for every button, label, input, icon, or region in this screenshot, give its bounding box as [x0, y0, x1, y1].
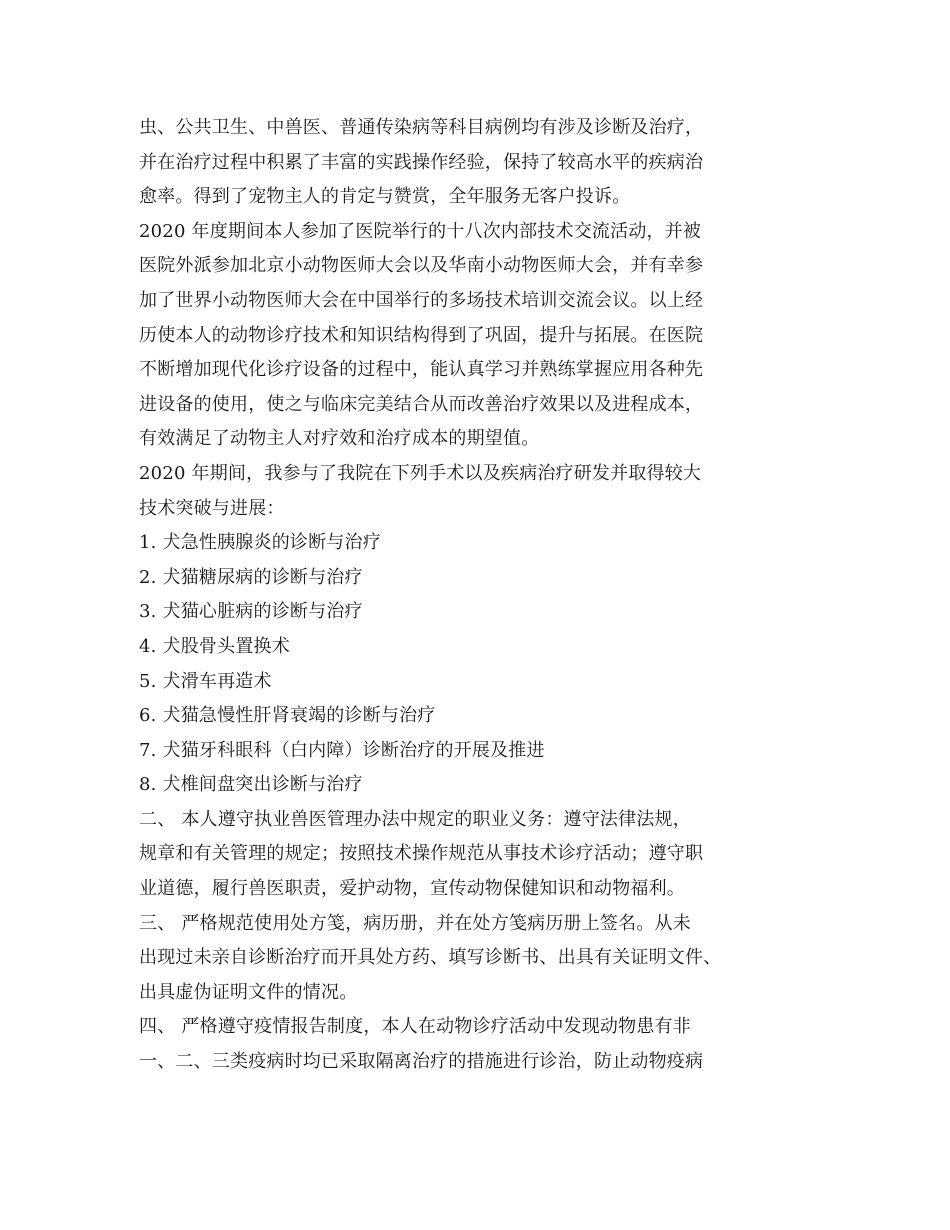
text-line: 出具虚伪证明文件的情况。 [139, 981, 358, 1003]
text-line: 三、 严格规范使用处方笺，病历册，并在处方笺病历册上签名。从未 [139, 912, 691, 934]
text-line: 规章和有关管理的规定；按照技术操作规范从事技术诊疗活动；遵守职 [139, 843, 704, 865]
document-body [139, 111, 819, 1080]
list-item: 2. 犬猫糖尿病的诊断与治疗 [139, 566, 363, 588]
section-two [139, 803, 819, 907]
list-item: 6. 犬猫急慢性肝肾衰竭的诊断与治疗 [139, 705, 436, 727]
text-line: 不断增加现代化诊疗设备的过程中，能认真学习并熟练掌握应用各种先 [139, 359, 704, 381]
text-line: 并在治疗过程中积累了丰富的实践操作经验，保持了较高水平的疾病治 [139, 151, 704, 173]
numbered-list [139, 526, 819, 803]
list-item: 5. 犬滑车再造术 [139, 670, 272, 692]
paragraph-case-experience [139, 111, 819, 215]
text-line: 加了世界小动物医师大会在中国举行的多场技术培训交流会议。以上经 [139, 289, 704, 311]
paragraph-research-intro [139, 457, 819, 526]
paragraph-training [139, 215, 819, 457]
text-line: 2020 年期间，我参与了我院在下列手术以及疾病治疗研发并取得较大 [139, 462, 702, 484]
text-line: 业道德，履行兽医职责，爱护动物，宣传动物保健知识和动物福利。 [139, 878, 685, 900]
text-line: 愈率。得到了宠物主人的肯定与赞赏，全年服务无客户投诉。 [139, 186, 631, 208]
list-item: 1. 犬急性胰腺炎的诊断与治疗 [139, 532, 381, 554]
list-item: 8. 犬椎间盘突出诊断与治疗 [139, 774, 363, 796]
text-line: 二、 本人遵守执业兽医管理办法中规定的职业义务：遵守法律法规， [139, 808, 691, 830]
list-item: 4. 犬股骨头置换术 [139, 635, 290, 657]
text-line: 2020 年度期间本人参加了医院举行的十八次内部技术交流活动，并被 [139, 220, 702, 242]
text-line: 四、 严格遵守疫情报告制度，本人在动物诊疗活动中发现动物患有非 [139, 1016, 691, 1038]
text-line: 有效满足了动物主人对疗效和治疗成本的期望值。 [139, 428, 540, 450]
section-three [139, 907, 819, 1011]
text-line: 虫、公共卫生、中兽医、普通传染病等科目病例均有涉及诊断及治疗， [139, 117, 704, 138]
text-line: 进设备的使用，使之与临床完美结合从而改善治疗效果以及进程成本， [139, 393, 704, 415]
text-line: 技术突破与进展： [139, 497, 285, 519]
text-line: 历使本人的动物诊疗技术和知识结构得到了巩固，提升与拓展。在医院 [139, 324, 704, 346]
text-line: 出现过未亲自诊断治疗而开具处方药、填写诊断书、出具有关证明文件、 [139, 947, 722, 969]
text-line: 医院外派参加北京小动物医师大会以及华南小动物医师大会，并有幸参 [139, 255, 704, 277]
text-line: 一、二、三类疫病时均已采取隔离治疗的措施进行诊治，防止动物疫病 [139, 1051, 704, 1073]
list-item: 7. 犬猫牙科眼科（白内障）诊断治疗的开展及推进 [139, 739, 545, 761]
section-four [139, 1010, 819, 1079]
list-item: 3. 犬猫心脏病的诊断与治疗 [139, 601, 363, 623]
